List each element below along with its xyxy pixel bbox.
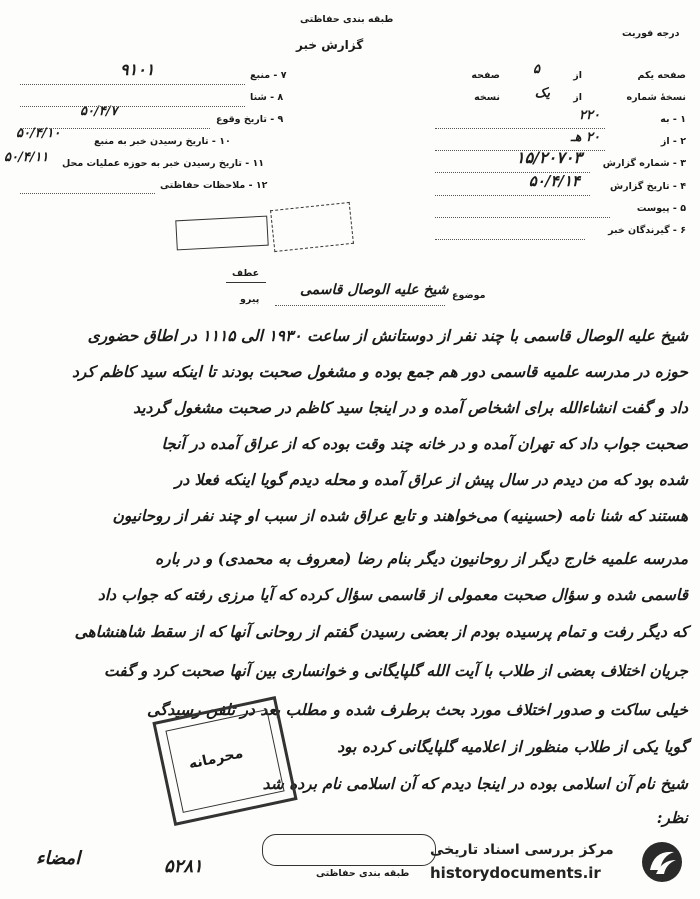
field-page-label: صفحه یکم — [637, 70, 686, 81]
dotted-line — [435, 217, 610, 218]
field-page-suffix: صفحه — [471, 70, 500, 81]
watermark-text-url: historydocuments.ir — [430, 864, 601, 882]
subject-label: موضوع — [452, 290, 486, 301]
field-received-ops-label: ۱۱ - تاریخ رسیدن خبر به حوزه عملیات محل — [62, 158, 265, 169]
field-report-date-label: ۴ - تاریخ گزارش — [610, 181, 686, 192]
signature-stamp — [262, 834, 436, 866]
body-line: داد و گفت انشاءالله برای اشخاص آمده و در اینجا سید کاظم در صحبت مشغول گردید — [133, 398, 688, 417]
field-security-notes-label: ۱۲ - ملاحظات حفاظتی — [160, 180, 268, 191]
footer-classification: طبقه بندی حفاظتی — [316, 868, 410, 879]
dotted-line — [20, 84, 245, 85]
field-shena-label: ۸ - شنا — [250, 92, 284, 103]
dotted-line — [20, 128, 210, 129]
body-line: شیخ علیه الوصال قاسمی با چند نفر از دوستانش از ساعت ۱۹۳۰ الی ۱۱۱۵ در اطاق حضوری — [87, 326, 688, 345]
body-line: صحبت جواب داد که تهران آمده و در خانه چند وقت بوده که از عراق آمده در آنجا — [161, 434, 688, 453]
dotted-line — [435, 172, 590, 173]
field-received-source-value: ۵۰/۴/۱۰ — [16, 126, 61, 141]
dotted-line — [20, 106, 245, 107]
body-line: مدرسه علمیه خارج دیگر از روحانیون دیگر بنام رضا (معروف به محمدی) و در باره — [155, 549, 688, 568]
body-line: هستند که شنا نامه (حسینیه) می‌خواهند و تابع عراق شده از سبب او چند نفر از روحانیون — [112, 506, 688, 525]
field-copy-suffix: نسخه — [474, 92, 500, 103]
dotted-line — [435, 239, 585, 240]
peyro-label: پیرو — [240, 294, 260, 305]
atf-underline — [226, 282, 266, 283]
body-line: که دیگر رفت و تمام پرسیده بودم از بعضی رسیدن گفتم از روحانی آنها که از سقط شاهنشاهی — [74, 622, 688, 641]
dotted-line — [435, 150, 605, 151]
field-from-label: ۲ - از — [660, 136, 686, 147]
dotted-line — [435, 128, 605, 129]
field-received-source-label: ۱۰ - تاریخ رسیدن خبر به منبع — [94, 136, 231, 147]
field-attachment-label: ۵ - پیوست — [636, 203, 686, 214]
body-line: قاسمی شده و سؤال صحبت معمولی از قاسمی سؤال کرده که آیا مرزی رفته که جواب داد — [97, 585, 688, 604]
field-recipients-label: ۶ - گیرندگان خبر — [608, 225, 686, 236]
document-number: ۵۲۸۱ — [164, 856, 203, 877]
org-classification-top: طبقه بندی حفاظتی — [300, 14, 394, 25]
field-to-label: ۱ - به — [660, 114, 686, 125]
dotted-line — [20, 193, 155, 194]
field-report-number-label: ۳ - شماره گزارش — [602, 158, 686, 169]
report-title: گزارش خبر — [296, 38, 364, 52]
field-copy-label: نسخهٔ شماره — [626, 92, 686, 103]
field-copy-mid: از — [573, 92, 582, 103]
field-event-date-value: ۵۰/۴/۷ — [80, 104, 118, 119]
dotted-line — [275, 305, 445, 306]
header-stamp-box — [175, 216, 268, 251]
body-line: گویا یکی از طلاب منظور از اعلامیه گلپایگانی کرده بود — [337, 737, 688, 756]
field-report-number-value: ۱۵/۲۰۷۰۳ — [516, 148, 582, 167]
field-page-mid: از — [573, 70, 582, 81]
field-from-value: ۲۰ هـ — [570, 130, 600, 145]
field-to-value: ۲۲۰ — [579, 108, 600, 123]
body-line: حوزه در مدرسه علمیه قاسمی دور هم جمع بوده و مشغول صحبت بودند تا اینکه سید کاظم کرد — [71, 362, 688, 381]
field-received-ops-value: ۵۰/۴/۱۱ — [4, 150, 49, 165]
body-line: شیخ نام آن اسلامی بوده در اینجا دیدم که آن اسلامی نام برده شد — [262, 774, 688, 793]
field-report-date-value: ۵۰/۴/۱۴ — [528, 172, 580, 190]
field-source-value: ۹۱۰۱ — [120, 60, 155, 79]
body-line: نظر: — [656, 808, 688, 827]
watermark-text-fa: مرکز بررسی اسناد تاریخی — [430, 842, 614, 858]
priority-label: درجه فوریت — [622, 28, 680, 39]
header-stamp-smudge — [270, 202, 354, 252]
signature: امضاء — [36, 848, 81, 869]
seal-stamp-text: محرمانه — [187, 745, 245, 773]
dotted-line — [435, 195, 590, 196]
field-page-value: ۵ — [533, 62, 540, 77]
watermark-logo-icon — [640, 840, 684, 884]
field-event-date-label: ۹ - تاریخ وقوع — [216, 114, 284, 125]
atf-label: عطف — [232, 268, 260, 279]
field-copy-value: یک — [534, 86, 550, 101]
field-source-label: ۷ - منبع — [250, 70, 287, 81]
body-line: شده بود که من دیدم در سال پیش از عراق آمده و محله دیدم گویا اینکه فعلا در — [174, 470, 688, 489]
body-line: جریان اختلاف بعضی از طلاب با آیت الله گلپایگانی و خوانساری بین آنها صحبت کرد و گفت — [104, 661, 688, 680]
subject-value: شیخ علیه الوصال قاسمی — [300, 282, 449, 298]
body-line: خیلی ساکت و صدور اختلاف مورد بحث برطرف شده و مطلب بعد در تلفن رسیدگی — [147, 700, 688, 719]
